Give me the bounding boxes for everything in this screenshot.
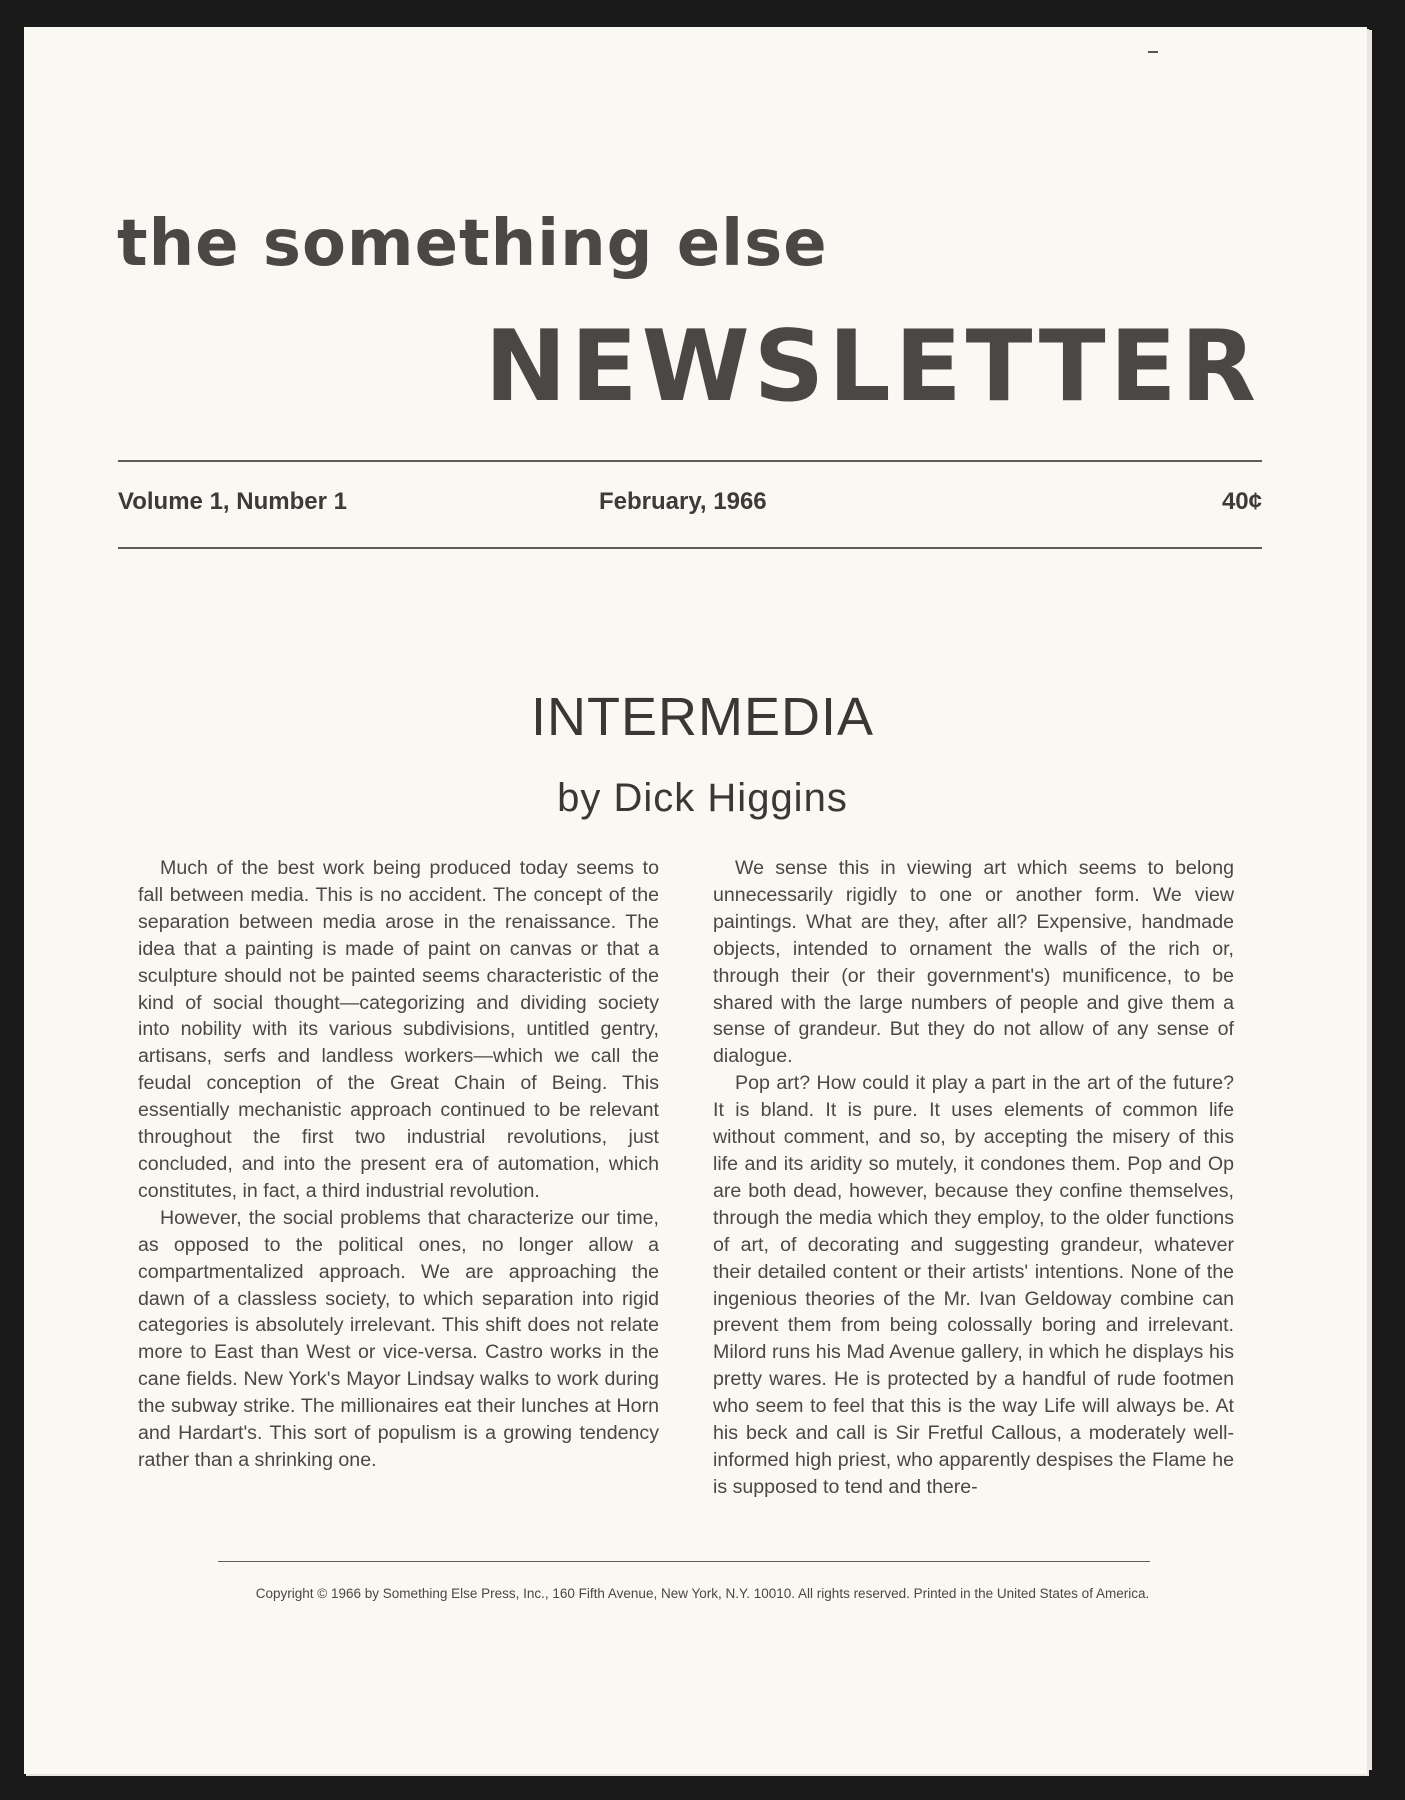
copyright-notice: Copyright © 1966 by Something Else Press, Inc., 160 Fifth Avenue, New York, N.Y. 10010. All rights reserved. Printed in the United States of America. xyxy=(255,1586,1150,1601)
issue-info xyxy=(118,488,1262,524)
article-column-left xyxy=(138,855,659,1474)
paper-edge xyxy=(1367,30,1372,1770)
footer-rule xyxy=(218,1561,1150,1562)
header-rule-bottom xyxy=(118,547,1262,549)
print-speck xyxy=(1148,51,1158,53)
masthead-title: the something else xyxy=(117,207,828,281)
paragraph: Pop art? How could it play a part in the art of the future? It is bland. It is pure. It uses elements of common life without comment, and so, by accepting the misery of this life and its aridity so mutely, it condones them. Pop and Op are both dead, however, because they confine themselves, through the media which they employ, to the older functions of art, of decorating and suggesting grandeur, whatever their detailed content or their artists' intentions. None of the ingenious theories of the Mr. Ivan Geldoway combine can prevent them from being colossally boring and irrelevant. Milord runs his Mad Avenue gallery, in which he displays his pretty wares. He is protected by a handful of rude footmen who seem to feel that this is the way Life will always be. At his beck and call is Sir Fretful Callous, a moderately well-informed high priest, who apparently despises the Flame he is supposed to tend and there- xyxy=(713,1072,1234,1498)
issue-volume: Volume 1, Number 1 xyxy=(118,488,347,515)
issue-price: 40¢ xyxy=(1221,488,1262,515)
article-byline: by Dick Higgins xyxy=(557,776,848,820)
masthead-newsletter: NEWSLETTER xyxy=(484,310,1260,424)
article-column-right xyxy=(713,855,1234,1501)
header-rule-top xyxy=(118,460,1262,462)
issue-date: February, 1966 xyxy=(599,488,767,515)
paragraph: However, the social problems that characterize our time, as opposed to the political ones, no longer allow a compartmentalized approach. We are approaching the dawn of a classless society, to which separation into rigid categories is absolutely irrelevant. This shift does not relate more to East than West or vice-versa. Castro works in the cane fields. New York's Mayor Lindsay walks to work during the subway strike. The millionaires eat their lunches at Horn and Hardart's. This sort of populism is a growing tendency rather than a shrinking one. xyxy=(138,1206,659,1471)
paragraph: We sense this in viewing art which seems to belong unnecessarily rigidly to one or another form. We view paintings. What are they, after all? Expensive, handmade objects, intended to ornament the walls of the rich or, through their (or their government's) munificence, to be shared with the large numbers of people and give them a sense of grandeur. But they do not allow of any sense of dialogue. xyxy=(713,857,1234,1068)
article-title: INTERMEDIA xyxy=(530,687,875,747)
paragraph: Much of the best work being produced today seems to fall between media. This is no accident. The concept of the separation between media arose in the renaissance. The idea that a painting is made of paint on canvas or that a sculpture should not be painted seems characteristic of the kind of social thought—categorizing and dividing society into nobility with its various subdivisions, untitled gentry, artisans, serfs and landless workers—which we call the feudal conception of the Great Chain of Being. This essentially mechanistic approach continued to be relevant throughout the first two industrial revolutions, just concluded, and into the present era of automation, which constitutes, in fact, a third industrial revolution. xyxy=(138,857,659,1202)
